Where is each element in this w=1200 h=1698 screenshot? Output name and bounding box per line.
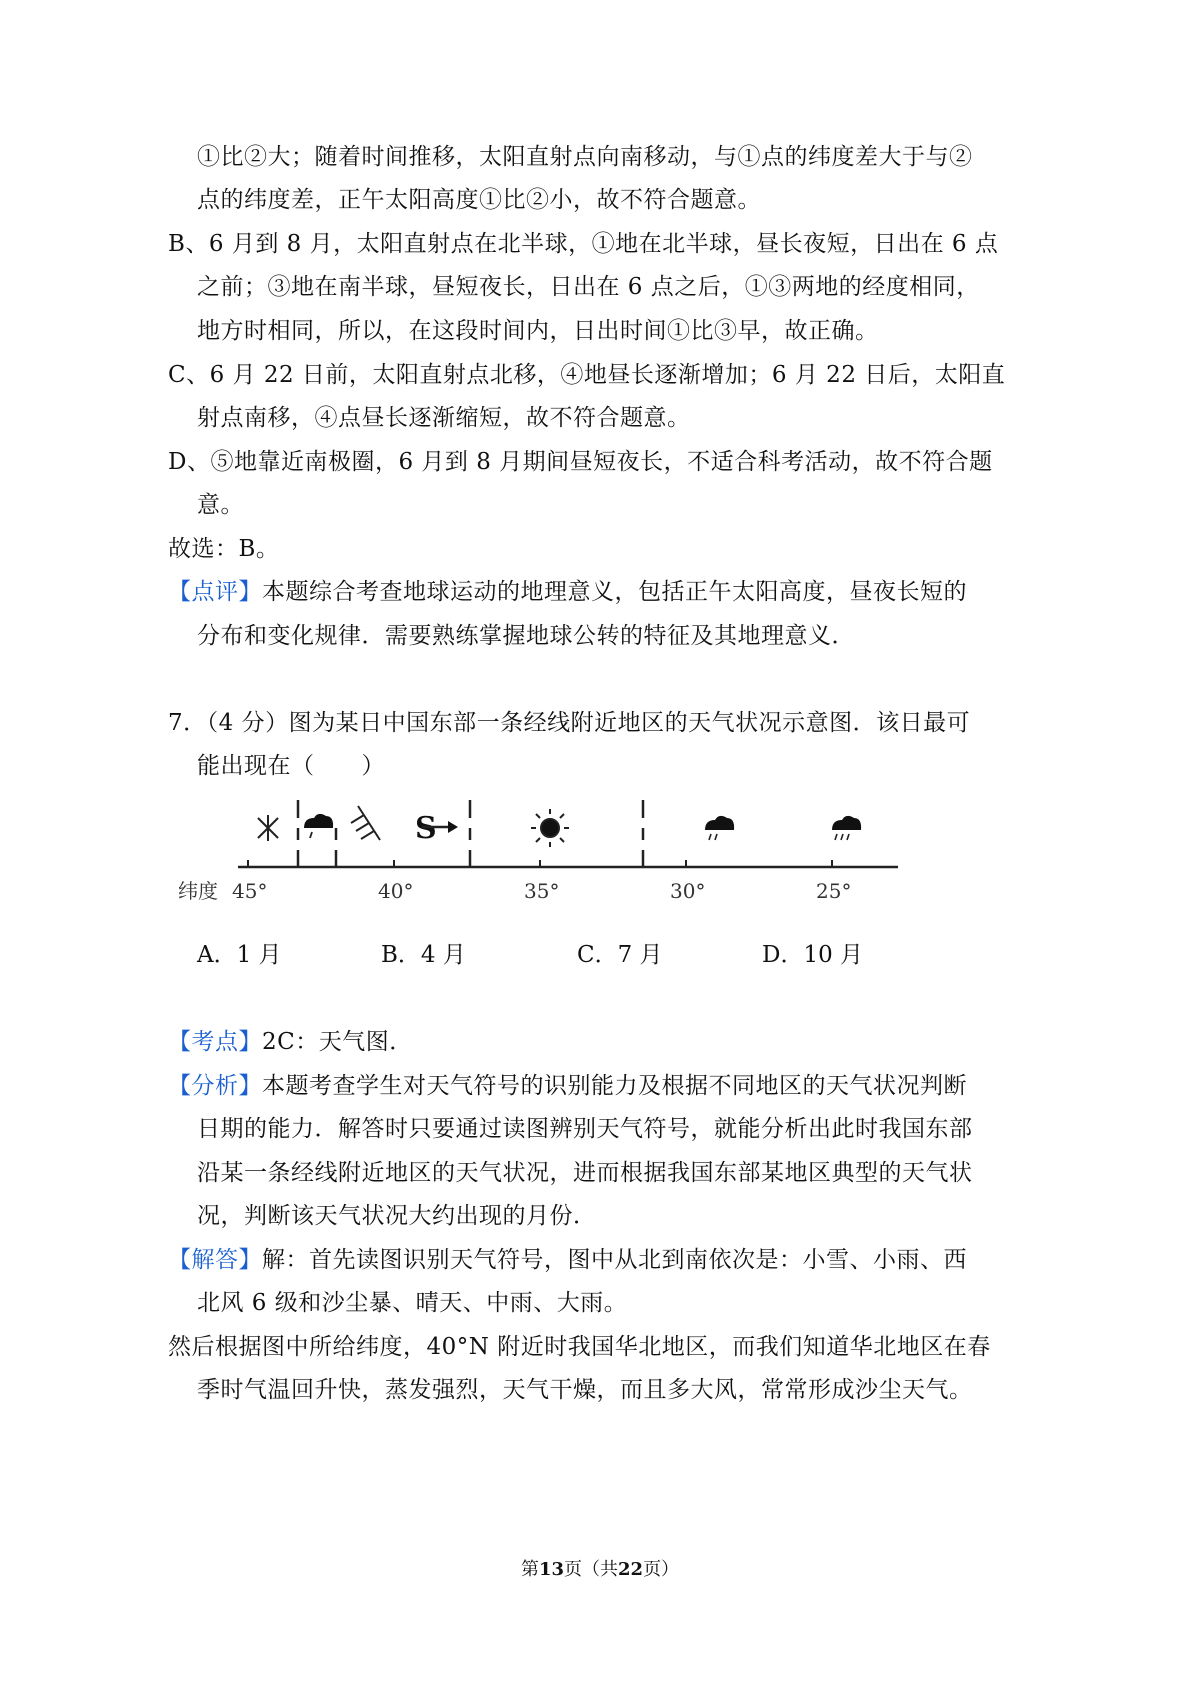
text-line: 北风 6 级和沙尘暴、晴天、中雨、大雨。 xyxy=(197,1290,628,1316)
text-line: 地方时相同，所以，在这段时间内，日出时间①比③早，故正确。 xyxy=(197,318,879,344)
text-line: 分布和变化规律．需要熟练掌握地球公转的特征及其地理意义． xyxy=(197,623,855,649)
tick-label: 25° xyxy=(816,879,852,903)
weather-figure xyxy=(170,790,910,920)
option-a: A．1 月 xyxy=(197,942,282,968)
option-c-analysis: C、6 月 22 日前，太阳直射点北移，④地昼长逐渐增加；6 月 22 日后，太阳直 xyxy=(168,362,1006,388)
conclusion-line: 然后根据图中所给纬度，40°N 附近时我国华北地区，而我们知道华北地区在春 xyxy=(168,1334,991,1360)
kaodian-text: 2C：天气图． xyxy=(262,1029,413,1055)
svg-text:S: S xyxy=(415,811,437,846)
footer-mid: 页（共 xyxy=(564,1559,618,1580)
moderate-rain-icon xyxy=(705,816,734,840)
text-line: 射点南移，④点昼长逐渐缩短，故不符合题意。 xyxy=(197,405,691,431)
question-title: 7．（4 分）图为某日中国东部一条经线附近地区的天气状况示意图．该日最可 xyxy=(168,710,971,736)
tick-label: 40° xyxy=(378,879,414,903)
snow-icon xyxy=(258,815,278,841)
northwest-wind-icon xyxy=(351,806,380,840)
total-pages: 22 xyxy=(618,1559,644,1580)
option-c: C．7 月 xyxy=(577,942,663,968)
option-b-analysis: B、6 月到 8 月，太阳直射点在北半球，①地在北半球，昼长夜短，日出在 6 点 xyxy=(168,231,999,257)
option-d-analysis: D、⑤地靠近南极圈，6 月到 8 月期间昼短夜长，不适合科考活动，故不符合题 xyxy=(168,449,993,475)
page-number: 13 xyxy=(538,1559,564,1580)
fenxi-tag: 【分析】 xyxy=(168,1073,262,1099)
tick-label: 45° xyxy=(232,879,268,903)
jieda-tag: 【解答】 xyxy=(168,1247,262,1273)
kaodian-line xyxy=(168,1027,413,1057)
review-line xyxy=(168,577,967,607)
review-text: 本题综合考查地球运动的地理意义，包括正午太阳高度，昼夜长短的 xyxy=(262,579,967,605)
tick-label: 30° xyxy=(670,879,706,903)
footer-suffix: 页） xyxy=(643,1559,680,1580)
front-boundaries xyxy=(298,800,643,867)
text-line: 能出现在（ ） xyxy=(197,753,385,779)
sandstorm-icon xyxy=(415,811,458,846)
text-line: 日期的能力．解答时只要通过读图辨别天气符号，就能分析出此时我国东部 xyxy=(197,1116,973,1142)
text-line: 之前；③地在南半球，昼短夜长，日出在 6 点之后，①③两地的经度相同， xyxy=(197,274,980,300)
text-line: 意。 xyxy=(197,492,244,518)
text-line: 点的纬度差，正午太阳高度①比②小，故不符合题意。 xyxy=(197,187,761,213)
sunny-icon xyxy=(531,809,569,847)
heavy-rain-icon xyxy=(832,816,861,840)
text-line: 况，判断该天气状况大约出现的月份． xyxy=(197,1203,597,1229)
axis-label: 纬度 xyxy=(178,879,218,903)
jieda-line xyxy=(168,1245,967,1275)
jieda-text: 解：首先读图识别天气符号，图中从北到南依次是：小雪、小雨、西 xyxy=(262,1247,967,1273)
footer-prefix: 第 xyxy=(520,1559,539,1580)
page-footer xyxy=(0,1558,1200,1582)
fenxi-line xyxy=(168,1071,967,1101)
option-b: B．4 月 xyxy=(381,942,466,968)
option-d: D．10 月 xyxy=(762,942,864,968)
text-line: ①比②大；随着时间推移，太阳直射点向南移动，与①点的纬度差大于与② xyxy=(197,144,973,170)
fenxi-text: 本题考查学生对天气符号的识别能力及根据不同地区的天气状况判断 xyxy=(262,1073,967,1099)
light-rain-icon xyxy=(304,814,333,838)
kaodian-tag: 【考点】 xyxy=(168,1029,262,1055)
text-line: 季时气温回升快，蒸发强烈，天气干燥，而且多大风，常常形成沙尘天气。 xyxy=(197,1377,973,1403)
review-tag: 【点评】 xyxy=(168,579,262,605)
text-line: 沿某一条经线附近地区的天气状况，进而根据我国东部某地区典型的天气状 xyxy=(197,1160,973,1186)
tick-label: 35° xyxy=(524,879,560,903)
answer-line: 故选：B。 xyxy=(168,536,280,562)
